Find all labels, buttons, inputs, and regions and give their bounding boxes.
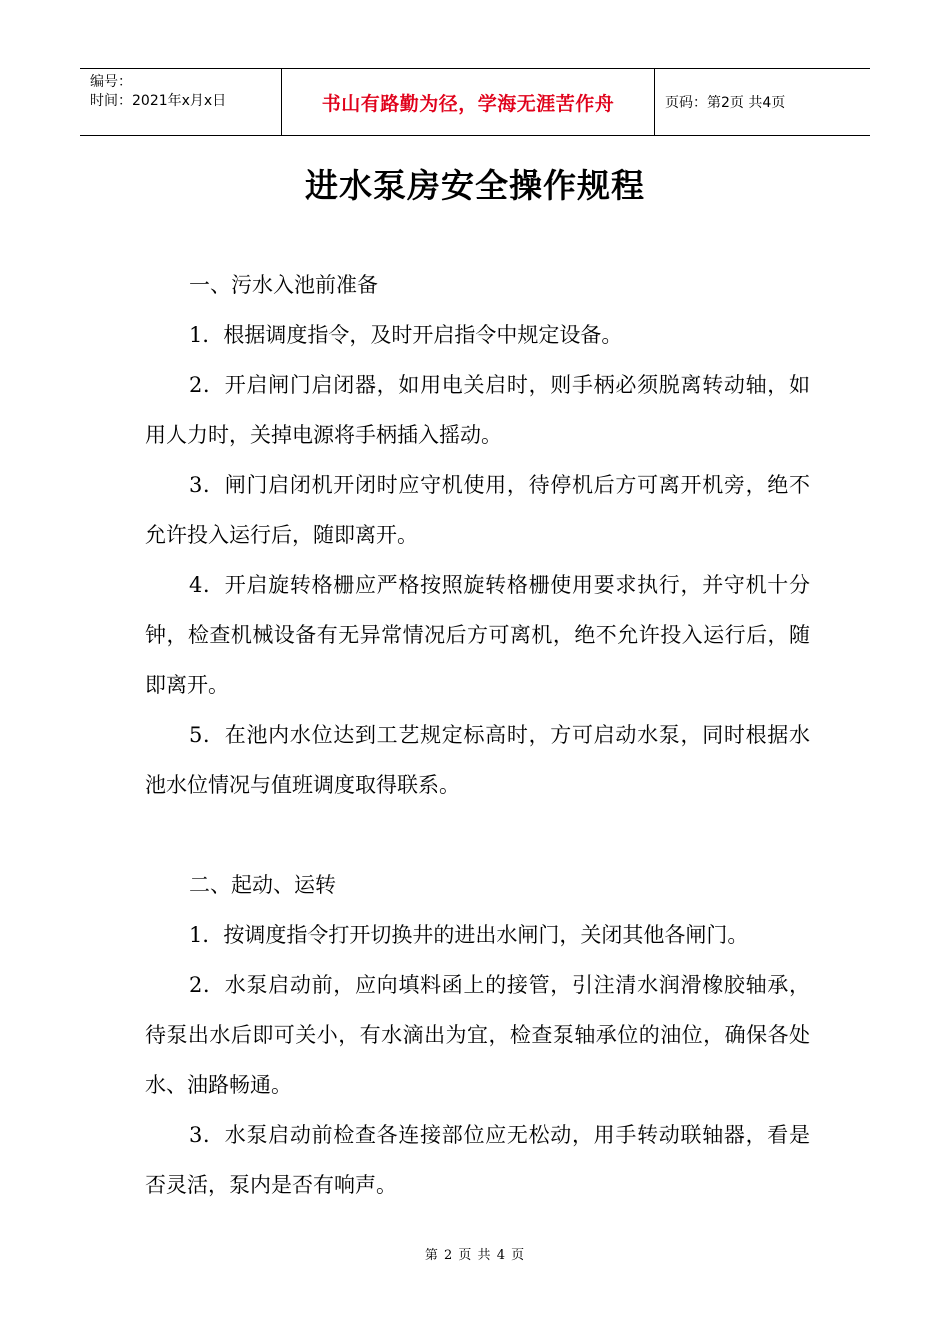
document-header [80, 68, 870, 136]
section-heading: 一、污水入池前准备 [189, 273, 378, 297]
document-number-label: 编号： [90, 74, 132, 90]
header-page-info: 页码：第2页 共4页 [665, 95, 786, 111]
header-meta-cell [80, 69, 282, 135]
page-footer: 第 2 页 共 4 页 [424, 1248, 526, 1263]
list-item: 3．闸门启闭机开闭时应守机使用，待停机后方可离开机旁，绝不允许投入运行后，随即离开。 [145, 473, 810, 547]
document-title: 进水泵房安全操作规程 [305, 166, 645, 205]
list-item: 1．按调度指令打开切换井的进出水闸门，关闭其他各闸门。 [189, 923, 749, 947]
document-date-label: 时间：2021年x月x日 [90, 93, 227, 109]
list-item: 5．在池内水位达到工艺规定标高时，方可启动水泵，同时根据水池水位情况与值班调度取得联系。 [145, 723, 810, 797]
header-motto: 书山有路勤为径，学海无涯苦作舟 [282, 69, 655, 135]
list-item: 4．开启旋转格栅应严格按照旋转格栅使用要求执行，并守机十分钟，检查机械设备有无异常情况后方可离机，绝不允许投入运行后，随即离开。 [145, 573, 810, 697]
list-item: 2．水泵启动前，应向填料函上的接管，引注清水润滑橡胶轴承，待泵出水后即可关小，有水滴出为宜，检查泵轴承位的油位，确保各处水、油路畅通。 [145, 973, 810, 1097]
list-item: 3．水泵启动前检查各连接部位应无松动，用手转动联轴器，看是否灵活，泵内是否有响声。 [145, 1123, 810, 1197]
list-item: 1．根据调度指令，及时开启指令中规定设备。 [189, 323, 623, 347]
section-spacer [145, 810, 810, 860]
document-body [145, 260, 810, 1210]
list-item: 2．开启闸门启闭器，如用电关启时，则手柄必须脱离转动轴，如用人力时，关掉电源将手柄插入摇动。 [145, 373, 810, 447]
section-heading: 二、起动、运转 [189, 873, 336, 897]
